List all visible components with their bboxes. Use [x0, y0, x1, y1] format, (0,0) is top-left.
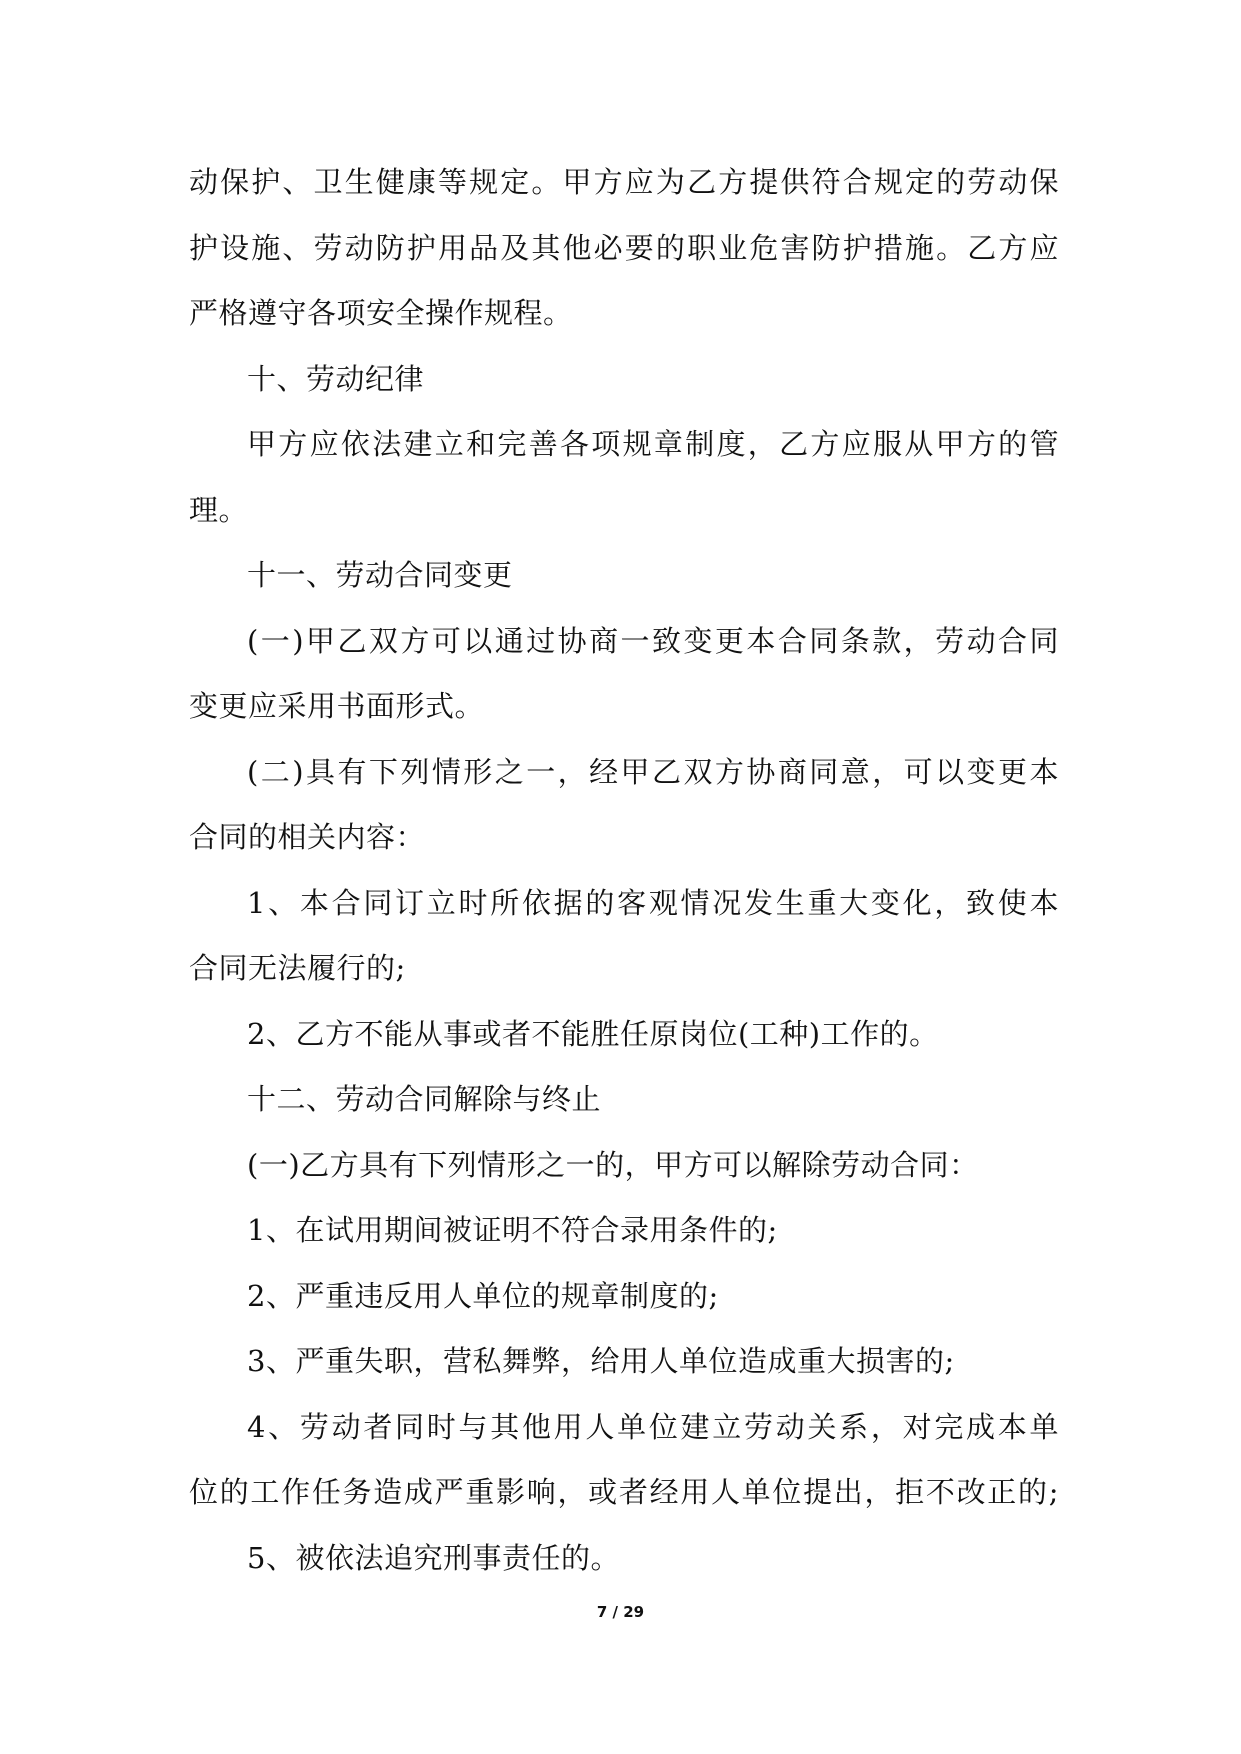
section-heading: 十二、劳动合同解除与终止 [247, 1082, 602, 1116]
list-item: 2、严重违反用人单位的规章制度的; [247, 1278, 719, 1313]
section-heading: 十、劳动纪律 [247, 361, 425, 396]
text-line: 2、乙方不能从事或者不能胜任原岗位(工种)工作的。 [247, 1016, 939, 1051]
list-item: 3、严重失职，营私舞弊，给用人单位造成重大损害的; [247, 1344, 955, 1378]
text-line: (二)具有下列情形之一，经甲乙双方协商同意，可以变更本 [247, 754, 1059, 789]
text-line: 1、本合同订立时所依据的客观情况发生重大变化，致使本 [247, 885, 1059, 920]
list-item: 4、劳动者同时与其他用人单位建立劳动关系，对完成本单 [247, 1409, 1059, 1444]
text-line: 位的工作任务造成严重影响，或者经用人单位提出，拒不改正的; [189, 1475, 1059, 1509]
text-line: (一)乙方具有下列情形之一的，甲方可以解除劳动合同： [247, 1147, 979, 1182]
section-heading: 十一、劳动合同变更 [247, 558, 513, 592]
text-line: 合同的相关内容： [189, 820, 426, 854]
text-line: 甲方应依法建立和完善各项规章制度，乙方应服从甲方的管 [247, 427, 1059, 461]
text-line: 护设施、劳动防护用品及其他必要的职业危害防护措施。乙方应 [189, 230, 1059, 265]
text-line: 变更应采用书面形式。 [189, 689, 485, 723]
text-line: 理。 [189, 492, 249, 527]
page-number: 7 / 29 [596, 1603, 645, 1621]
document-body [189, 160, 1059, 1601]
text-line: 动保护、卫生健康等规定。甲方应为乙方提供符合规定的劳动保 [189, 165, 1059, 199]
list-item: 5、被依法追究刑事责任的。 [247, 1540, 620, 1575]
text-line: 严格遵守各项安全操作规程。 [189, 296, 573, 330]
text-line: (一)甲乙双方可以通过协商一致变更本合同条款，劳动合同 [247, 623, 1059, 658]
list-item: 1、在试用期间被证明不符合录用条件的; [247, 1213, 778, 1247]
text-line: 合同无法履行的; [189, 951, 406, 985]
